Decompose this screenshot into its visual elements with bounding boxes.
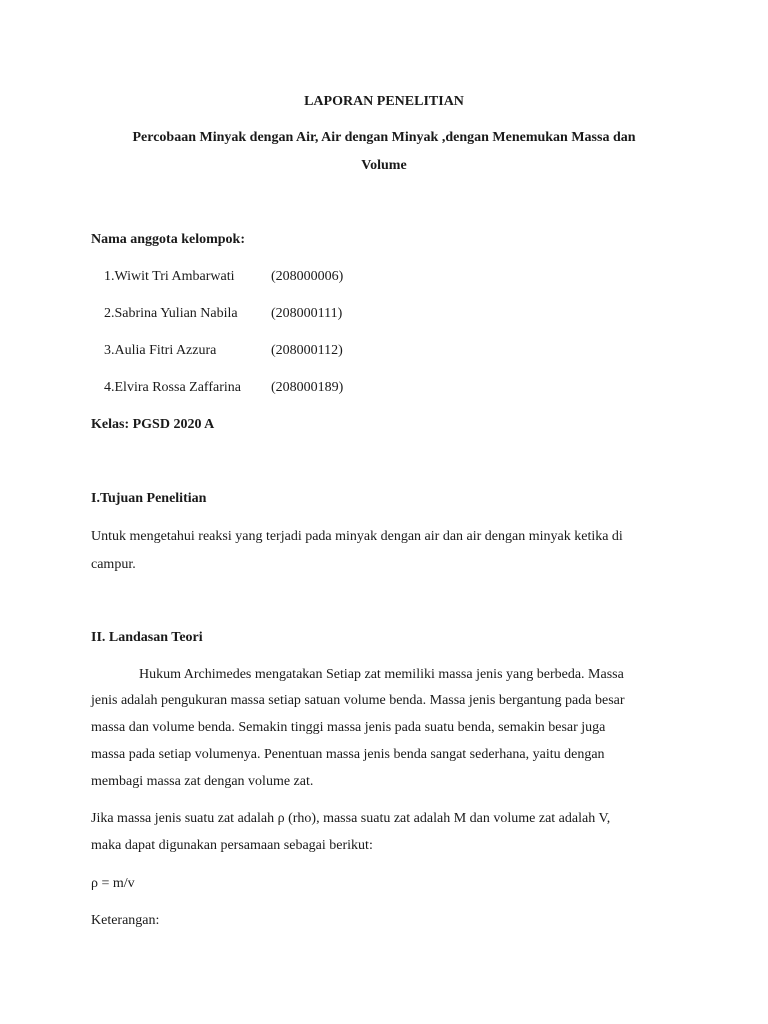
document-title: LAPORAN PENELITIAN bbox=[304, 94, 464, 109]
theory-para1-line-2: jenis adalah pengukuran massa setiap satuan volume benda. Massa jenis bergantung pada besar bbox=[91, 693, 625, 708]
member-id: (208000111) bbox=[271, 306, 343, 321]
purpose-text-line-1: Untuk mengetahui reaksi yang terjadi pada minyak dengan air dan air dengan minyak ketika di bbox=[91, 529, 623, 544]
member-id: (208000189) bbox=[271, 380, 344, 395]
theory-para2-line-2: maka dapat digunakan persamaan sebagai berikut: bbox=[91, 838, 373, 853]
member-name: 4.Elvira Rossa Zaffarina bbox=[104, 380, 241, 395]
section-heading-theory: II. Landasan Teori bbox=[91, 630, 203, 645]
member-name: 3.Aulia Fitri Azzura bbox=[104, 343, 217, 358]
density-formula: ρ = m/v bbox=[91, 876, 135, 891]
class-line: Kelas: PGSD 2020 A bbox=[91, 417, 215, 432]
theory-para1-line-4: massa pada setiap volumenya. Penentuan massa jenis benda sangat sederhana, yaitu dengan bbox=[91, 747, 605, 762]
members-heading: Nama anggota kelompok: bbox=[91, 232, 246, 247]
theory-para2-line-1: Jika massa jenis suatu zat adalah ρ (rho), massa suatu zat adalah M dan volume zat adalah V, bbox=[91, 811, 611, 826]
section-heading-purpose: I.Tujuan Penelitian bbox=[91, 491, 207, 506]
theory-para1-line-1: Hukum Archimedes mengatakan Setiap zat memiliki massa jenis yang berbeda. Massa bbox=[139, 667, 624, 682]
theory-para1-line-5: membagi massa zat dengan volume zat. bbox=[91, 774, 314, 789]
member-row bbox=[0, 343, 768, 363]
purpose-text-line-2: campur. bbox=[91, 557, 136, 572]
notes-label: Keterangan: bbox=[91, 913, 160, 928]
member-name: 1.Wiwit Tri Ambarwati bbox=[104, 269, 235, 284]
member-id: (208000006) bbox=[271, 269, 344, 284]
member-id: (208000112) bbox=[271, 343, 343, 358]
member-name: 2.Sabrina Yulian Nabila bbox=[104, 306, 238, 321]
member-row bbox=[0, 269, 768, 289]
document-subtitle-line-1: Percobaan Minyak dengan Air, Air dengan Minyak ,dengan Menemukan Massa dan bbox=[132, 130, 636, 145]
theory-para1-line-3: massa dan volume benda. Semakin tinggi massa jenis pada suatu benda, semakin besar juga bbox=[91, 720, 606, 735]
member-row bbox=[0, 306, 768, 326]
member-row bbox=[0, 380, 768, 400]
document-subtitle-line-2: Volume bbox=[361, 158, 407, 173]
